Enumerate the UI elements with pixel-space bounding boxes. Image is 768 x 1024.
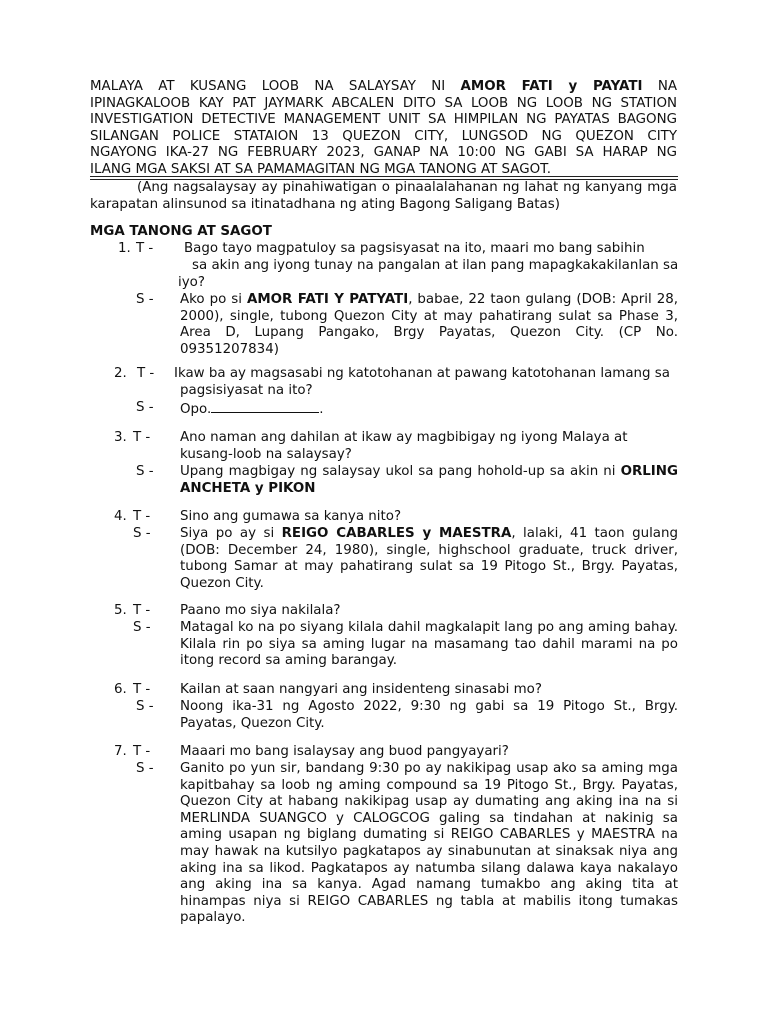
rights-note: (Ang nagsalaysay ay pinahiwatigan o pinaalalahanan ng lahat ng kanyang mga karapatan alinsunod sa itinatadhana ng ating Bagong Saligang Batas) <box>90 180 677 212</box>
question-text: Kailan at saan nangyari ang insidenteng sinasabi mo? <box>180 682 542 697</box>
answer-text: Opo. . <box>180 402 324 417</box>
blank-line <box>211 400 319 413</box>
answer-label: S - <box>133 526 151 541</box>
item-number: 6. <box>114 682 127 697</box>
question-label: T - <box>137 366 155 381</box>
question-text: sa akin ang iyong tunay na pangalan at ilan pang mapagkakakilanlan sa <box>192 258 679 273</box>
intro-line: MALAYA AT KUSANG LOOB NA SALAYSAY NI AMOR FATI y PAYATI NA <box>90 79 678 94</box>
item-number: 1. <box>118 241 131 256</box>
question-text: iyo? <box>178 275 205 290</box>
question-text: pagsisiyasat na ito? <box>180 383 313 398</box>
question-label: T - <box>133 509 151 524</box>
question-text: Ano naman ang dahilan at ikaw ay magbibigay ng iyong Malaya at <box>180 430 628 445</box>
question-text: Maaari mo bang isalaysay ang buod pangyayari? <box>180 744 509 759</box>
intro-paragraph <box>90 79 677 179</box>
question-label: T - <box>133 430 151 445</box>
question-text: kusang-loob na salaysay? <box>180 447 352 462</box>
answer-text: Ako po si AMOR FATI Y PATYATI, babae, 22 taon gulang (DOB: April 28, 2000), single, tubong Quezon City at may pahatirang sulat sa Phase 3, Area D, Lupang Pangako, Brgy Payatas, Quezon City. (CP No. 09351207834) <box>180 292 678 357</box>
answer-label: S - <box>136 464 154 479</box>
item-number: 2. <box>114 366 127 381</box>
answer-label: S - <box>133 620 151 635</box>
question-text: Paano mo siya nakilala? <box>180 603 341 618</box>
item-number: 7. <box>114 744 127 759</box>
item-number: 3. <box>114 430 127 445</box>
answer-label: S - <box>136 699 154 714</box>
question-text: Ikaw ba ay magsasabi ng katotohanan at pawang katotohanan lamang sa <box>174 366 670 381</box>
question-label: T - <box>133 744 151 759</box>
intro-line: ILANG MGA SAKSI AT SA PAMAMAGITAN NG MGA TANONG AT SAGOT. <box>90 161 551 177</box>
answer-label: S - <box>136 761 154 776</box>
answer-text: Matagal ko na po siyang kilala dahil magkalapit lang po ang aming bahay. Kilala rin po siya sa aming lugar na masamang tao dahil marami na po itong record sa aming barangay. <box>180 620 678 669</box>
section-heading: MGA TANONG AT SAGOT <box>90 224 272 239</box>
affiant-name: AMOR FATI y PAYATI <box>460 79 643 94</box>
question-label: T - <box>136 241 154 256</box>
item-number: 4. <box>114 509 127 524</box>
answer-label: S - <box>136 292 154 307</box>
intro-line: SILANGAN POLICE STATAION 13 QUEZON CITY, LUNGSOD NG QUEZON CITY <box>90 128 677 144</box>
question-text: Sino ang gumawa sa kanya nito? <box>180 509 402 524</box>
intro-line: INVESTIGATION DETECTIVE MANAGEMENT UNIT SA HIMPILAN NG PAYATAS BAGONG <box>90 112 677 128</box>
divider-rule <box>90 176 678 177</box>
intro-line: NGAYONG IKA-27 NG FEBRUARY 2023, GANAP NA 10:00 NG GABI SA HARAP NG <box>90 145 677 161</box>
answer-text: Ganito po yun sir, bandang 9:30 po ay nakikipag usap ako sa aming mga kapitbahay sa loob ng aming compound sa 19 Pitogo St., Brgy. Payatas, Quezon City at habang nakikipag usap ay dumating ang aking ina na si MERLINDA SUANGCO y CALOGCOG galing sa tindahan at nakinig sa aming usapan ng biglang dumating si REIGO CABARLES y MAESTRA na may hawak na kutsilyo pagkatapos ay sinabunutan at sinaksak niya ang aking ina sa likod. Pagkatapos ay natumba silang dalawa kaya nakalayo ang aking ina sa kanya. Agad namang tumakbo ang aking tita at hinampas niya si REIGO CABARLES ng tabla at mabilis itong tumakas papalayo. <box>180 761 678 926</box>
answer-text: Upang magbigay ng salaysay ukol sa pang hohold-up sa akin ni ORLING ANCHETA y PIKON <box>180 464 678 496</box>
question-label: T - <box>133 603 151 618</box>
answer-text: Siya po ay si REIGO CABARLES y MAESTRA, lalaki, 41 taon gulang (DOB: December 24, 1980), single, highschool graduate, truck driver, tubong Samar at may pahatirang sulat sa 19 Pitogo St., Brgy. Payatas, Quezon City. <box>180 526 678 591</box>
intro-line: IPINAGKALOOB KAY PAT JAYMARK ABCALEN DITO SA LOOB NG LOOB NG STATION <box>90 95 677 111</box>
item-number: 5. <box>114 603 127 618</box>
answer-label: S - <box>136 400 154 415</box>
question-text: Bago tayo magpatuloy sa pagsisyasat na ito, maari mo bang sabihin <box>184 241 645 256</box>
question-label: T - <box>133 682 151 697</box>
answer-text: Noong ika-31 ng Agosto 2022, 9:30 ng gabi sa 19 Pitogo St., Brgy. Payatas, Quezon City. <box>180 699 678 731</box>
